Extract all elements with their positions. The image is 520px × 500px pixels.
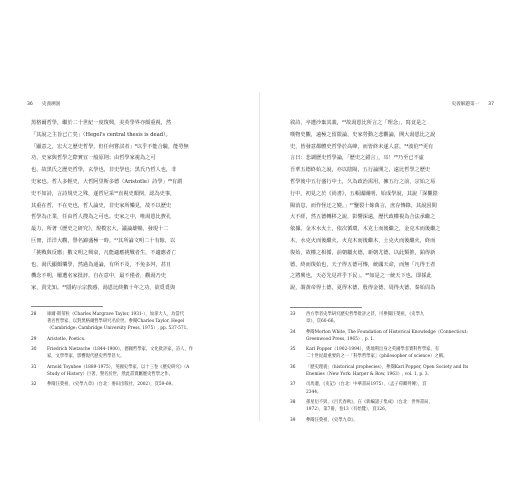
footnote-number: 32 <box>31 382 37 388</box>
body-line: 德，終而復始也，天子得五德可傳，統國天命，而無「凡得王者 <box>290 261 436 268</box>
footnote-number: 35 <box>290 347 296 353</box>
footnote-number: 30 <box>31 347 37 353</box>
footnote-line: 2344。 <box>306 389 322 395</box>
body-line: 功，史家與哲學之際實宜一般原則；由哲學家視為之可 <box>31 155 156 162</box>
footnote-line: 西方學者史學研究歷史哲學批評之甚，可參閱汪榮祖，《史學九 <box>306 312 425 317</box>
footnote-number: 37 <box>290 382 296 388</box>
footnotes-right <box>290 311 491 427</box>
footnote <box>290 329 491 343</box>
running-head-right <box>452 101 494 107</box>
page-number-left: 36 <box>27 102 33 107</box>
body-line: 復始，故權之相循，前朝屬火德，新朝尤德，以此類推，鉑得新 <box>290 249 436 256</box>
footnote-line: 參閱Morton White, The Foundation of Historical Knowledge（Connecticut: <box>306 329 468 335</box>
body-line: 史不如詩，言詩規史之殊，遂哲尼采¹⁰直視史顛倒，認為史事， <box>31 190 176 197</box>
footnote-line: 孫星衍不與，《呂氏春秋》，在《新編諸子集成》（台北：世界書局， <box>306 399 433 405</box>
body-line: 家，貴先知。²²隱約示宗教感，湯恩比終數十年之功，欲覓覓與 <box>31 285 176 292</box>
footnote <box>31 336 232 343</box>
body-line: 黑格爾哲學，繼於二十世紀一度復興，美英學界亦頗重視，然 <box>31 120 172 126</box>
body-line: 「挑戰與反應」數文明之興衰，凡能適應挑戰者生，不適應者亡 <box>31 249 177 256</box>
footnote-line: 司馬遷，《史記》（台北：中華書局1975），〈孟子荀卿列傳〉，頁 <box>306 382 427 388</box>
footnote <box>290 381 491 395</box>
footnote <box>31 364 232 378</box>
body-line: 「顯意之，宏大之歷史哲學，但任何嘗試者」⁸以乎不能合驗，能勞無 <box>31 143 189 150</box>
footnote <box>31 346 232 360</box>
footnote <box>31 311 232 333</box>
body-line: 其重在哲，不在史也，哲人論史，非史家所樂見，故不以歷史 <box>31 202 172 209</box>
footnote-line: Aristotle, Poetics. <box>47 336 86 342</box>
footnote-line: 庫爾·斯蒂粒（Charles Margrave Taylor, 1931-），加拿大人，為當代 <box>47 312 185 317</box>
footnote-line: 1972），第7冊，卷13〈有始覽〉，頁126。 <box>306 407 390 413</box>
footnote-line: 參閱汪榮祖，《史學九章》。 <box>306 417 358 423</box>
body-line: 也，故黑氏之歷史哲學，玄學也，非史學也；黑氏乃哲人也，非 <box>31 167 177 174</box>
body-line: 之將興也，天必先見祥乎下民」。²⁸如是之一統天下也，即採此 <box>290 273 432 280</box>
footnote-rule-right <box>290 307 362 308</box>
footnote-line: Karl Popper（1902-1994），奧地利出身之英國學者實科哲學家，有 <box>306 347 440 353</box>
body-line: 也，湯氏顯頗樂學，然過為通論，有所不及，不免多舛，甚且 <box>31 261 172 268</box>
body-line: 機念不明，屢遭名家批評，自在意中，最不僅者，觀湯乃史 <box>31 273 166 280</box>
body-line: 說，謂黃帝得土德，夏得木德，殷得金德，周得火德，秦始周為 <box>290 285 436 292</box>
body-line: 最力，所著《歷史之研究》，規模宏大，議論雄暢，發現十二 <box>31 226 169 233</box>
body-text-left <box>31 118 232 295</box>
running-title-left: 史義溯洄 <box>41 102 61 107</box>
body-line: 史，皆發意都體史哲學於高峰，而皆終未遂人意。²⁴波伯²⁵更有 <box>290 143 434 150</box>
footnote <box>31 381 232 388</box>
footnote-line: 著名哲學家，以對黑格爾哲學研究名於世。參閱Charles Taylor, Hegel <box>47 319 185 325</box>
body-line: 哲學為正業，任由哲人搜為之可也。史家之中，唯湯恩比費孔 <box>31 214 172 221</box>
footnote-number: 33 <box>290 312 296 317</box>
footnote <box>290 399 491 413</box>
footnote-number: 38 <box>290 399 296 405</box>
footnote-line: 二十世紀最重要的之一「科學哲學家」（philosopher of science）之稱。 <box>306 354 448 360</box>
right-page <box>260 0 520 500</box>
body-line: 嘆物史觀，遠極之留限論，史家勞動之悲觀論，開大湯恩比之說 <box>290 131 436 138</box>
footnote-number: 34 <box>290 329 296 335</box>
body-line: 哲學後中五行盛行中土，久為政治需用，擁五行之前，宗始之易 <box>290 178 436 185</box>
footnote-line: Study of History）巨著，譽名於世，然此書實屬歷史哲學之作。 <box>47 371 173 377</box>
body-line: 大不經，然五德轉移之說，影響深遠，歷代政權視為合法承繼之 <box>290 214 436 221</box>
footnote-line: 家，文學學家，影響現代歷史哲學甚大。 <box>47 354 125 360</box>
footnote-number: 28 <box>31 312 37 317</box>
footnote-line: Enemies（New York: Harper & Row, 1963）, vol. 1, p. 3. <box>306 371 429 377</box>
body-line: 敘詩，卒遭沙棄其義，²³故湯恩比所言之「理念」，寫竟是之 <box>290 120 427 126</box>
running-head-left <box>27 101 60 107</box>
footnote-line: 「歷史理義」（historical prophecies），參閱Karl Popper, Open Society and Its <box>306 364 469 370</box>
body-line: 巨冊，洋洋大觀，譽名錦盛極一時。²¹其所論文明二十有餘，以 <box>31 237 176 244</box>
body-line: 「其說之主旨已亡矣」（Hegel's central thesis is dead）。 <box>31 131 171 138</box>
body-line: 史家也。哲人多輕史，大哲阿里斯多德（Aristotle）詩學」²⁹有謂 <box>31 178 183 185</box>
footnote-line: 章》，頁60-66。 <box>306 319 338 325</box>
footnote-rule-left <box>31 306 103 307</box>
body-line: 木，水克火而後繼火，火克木而後繼木，土克火而後繼火，終而 <box>290 237 436 244</box>
footnote-number: 36 <box>290 364 296 370</box>
footnote <box>290 311 491 325</box>
body-line: 陽消息，而作怪迂之變。」²⁷鑒裂十餘萬言，庶存傳錄，其說因間 <box>290 202 437 209</box>
footnote-line: Friedrich Nietzsche（1844-1900），德國哲學家，文化批評家，詩人，作 <box>47 347 194 353</box>
body-line: 行中，初見之於《尚書》，五帳國關明，始成學說，其說「深觀陰 <box>290 190 438 197</box>
footnote <box>290 417 491 424</box>
footnote <box>290 364 491 378</box>
page-number-right: 37 <box>488 102 494 107</box>
footnote-line: Greenwood Press, 1965）, p. 1. <box>306 336 375 342</box>
body-line: 吾華五德終始之說，亦以陰陽，五行論開之，遠比哲學之歷史 <box>290 167 431 174</box>
footnote-number: 31 <box>31 364 37 370</box>
footnote-number: 29 <box>31 336 37 342</box>
body-line: 依據。金木水火土，依次循環，木克土而後繼之，金克木而後繼之 <box>290 226 441 233</box>
running-title-right: 史義解題第一 <box>451 102 480 107</box>
footnote-line: （Cambridge: Cambridge University Press, 1975）, pp. 537-571。 <box>47 326 191 332</box>
footnote-line: 參閱汪榮祖，《史學九章》（台北：麥田出版社，2002），頁59-69。 <box>47 382 176 388</box>
footnote-number: 39 <box>290 417 296 423</box>
body-text-right <box>290 118 491 295</box>
body-line: 言曰：悲調歷史哲學論，「歷史之錯言」，耳！²⁶乃至已不虛 <box>290 155 424 162</box>
footnotes-left <box>31 311 232 392</box>
footnote-line: Arnold Toynbee（1889-1975），英國史學家，以十三卷《歷史研究》（A <box>47 364 190 370</box>
footnote <box>290 346 491 360</box>
